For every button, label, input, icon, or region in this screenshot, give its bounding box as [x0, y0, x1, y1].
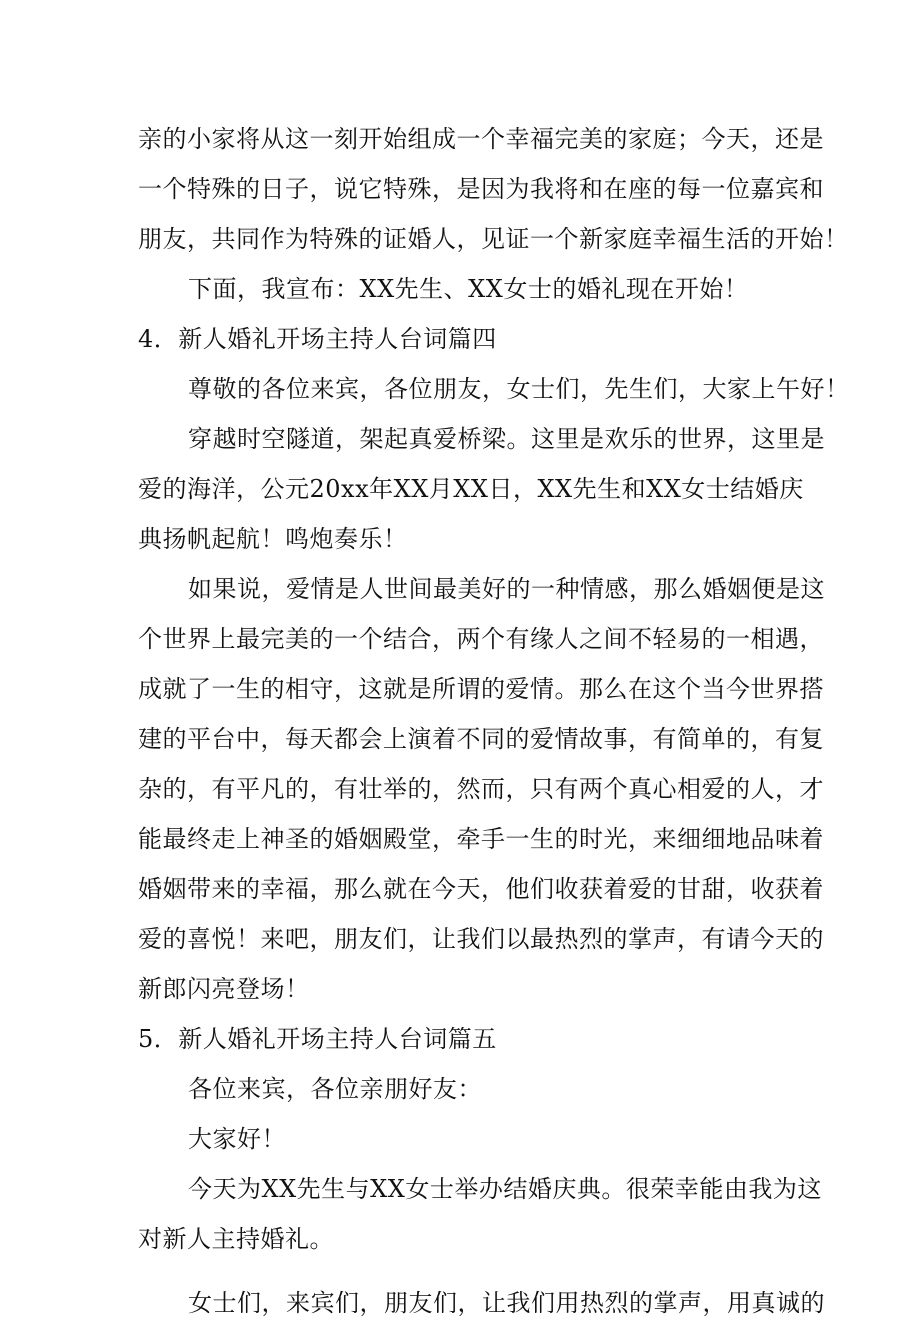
section-heading-5: 5．新人婚礼开场主持人台词篇五 — [138, 1025, 497, 1053]
body-line: 杂的，有平凡的，有壮举的，然而，只有两个真心相爱的人，才 — [138, 775, 824, 803]
body-line: 一个特殊的日子，说它特殊，是因为我将和在座的每一位嘉宾和 — [138, 175, 824, 203]
body-line: 亲的小家将从这一刻开始组成一个幸福完美的家庭；今天，还是 — [138, 125, 824, 153]
body-line: 能最终走上神圣的婚姻殿堂，牵手一生的时光，来细细地品味着 — [138, 825, 824, 853]
body-line: 典扬帆起航！鸣炮奏乐！ — [138, 525, 408, 553]
body-line: 女士们，来宾们，朋友们，让我们用热烈的掌声，用真诚的 — [188, 1289, 825, 1317]
body-line: 今天为XX先生与XX女士举办结婚庆典。很荣幸能由我为这 — [188, 1175, 822, 1203]
body-line: 各位来宾，各位亲朋好友： — [188, 1075, 482, 1103]
body-line: 尊敬的各位来宾，各位朋友，女士们，先生们，大家上午好！ — [188, 375, 850, 403]
body-line: 对新人主持婚礼。 — [138, 1225, 334, 1253]
body-line: 爱的喜悦！来吧，朋友们，让我们以最热烈的掌声，有请今天的 — [138, 925, 824, 953]
paragraph-gap — [138, 1264, 810, 1278]
body-line: 如果说，爱情是人世间最美好的一种情感，那么婚姻便是这 — [188, 575, 825, 603]
body-line: 下面，我宣布：XX先生、XX女士的婚礼现在开始！ — [188, 275, 749, 303]
body-line: 成就了一生的相守，这就是所谓的爱情。那么在这个当今世界搭 — [138, 675, 824, 703]
body-line: 新郎闪亮登场！ — [138, 975, 310, 1003]
section-heading-4: 4．新人婚礼开场主持人台词篇四 — [138, 325, 497, 353]
body-line: 爱的海洋，公元20xx年XX月XX日，XX先生和XX女士结婚庆 — [138, 475, 804, 503]
body-line: 个世界上最完美的一个结合，两个有缘人之间不轻易的一相遇， — [138, 625, 824, 653]
body-line: 建的平台中，每天都会上演着不同的爱情故事，有简单的，有复 — [138, 725, 824, 753]
body-line: 穿越时空隧道，架起真爱桥梁。这里是欢乐的世界，这里是 — [188, 425, 825, 453]
body-line: 婚姻带来的幸福，那么就在今天，他们收获着爱的甘甜，收获着 — [138, 875, 824, 903]
body-line: 大家好！ — [188, 1125, 286, 1153]
body-line: 朋友，共同作为特殊的证婚人，见证一个新家庭幸福生活的开始！ — [138, 225, 849, 253]
